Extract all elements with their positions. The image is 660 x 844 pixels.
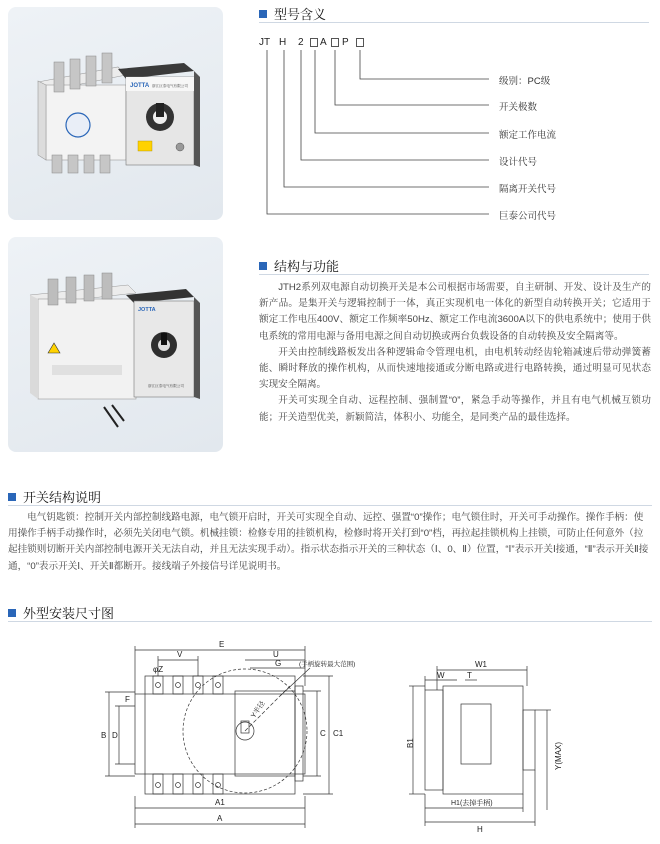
code-box-current <box>310 38 318 47</box>
side-view-drawing <box>405 650 580 840</box>
code-box-level <box>356 38 364 47</box>
dim-c: C <box>320 729 326 738</box>
section-bullet <box>259 262 267 270</box>
dim-g: G <box>275 659 282 668</box>
section-title-dimensions <box>8 603 114 622</box>
legend-design: 设计代号 <box>499 157 538 168</box>
section-title-switch <box>8 487 101 506</box>
dim-v: V <box>177 650 183 659</box>
photo2-brand: JOTTA <box>138 307 156 313</box>
section-title-model-text: 型号含义 <box>274 7 327 22</box>
section-divider <box>8 621 652 622</box>
dim-c1: C1 <box>333 729 344 738</box>
legend-poles: 开关极数 <box>499 102 538 113</box>
section-bullet <box>8 609 16 617</box>
section-divider <box>259 22 649 23</box>
dim-t: T <box>467 671 472 680</box>
product-photo-2 <box>8 237 223 452</box>
dim-b1: B1 <box>406 738 415 748</box>
section-bullet <box>259 10 267 18</box>
product-image-1 <box>8 7 223 220</box>
structure-paragraph-1: JTH2系列双电源自动切换开关是本公司根据市场需要，自主研制、开发、设计及生产的新产品。是集开关与逻辑控制于一体，真正实现机电一体化的新型自动转换开关；它适用于额定工作电压400V、额定工作频率50Hz、额定工作电流3600A以下的供电系统中；使用于供电系统的常用电源与备用电源之间自动切换或两台负载设备的自动转换及安全隔离等。 <box>259 282 651 342</box>
handle-range-note: (手柄旋转最大范围) <box>299 661 356 668</box>
dim-a1: A1 <box>215 798 225 807</box>
dim-w: W <box>437 671 445 680</box>
product-photo-1 <box>8 7 223 220</box>
section-title-dimensions-text: 外型安装尺寸图 <box>23 606 115 621</box>
code-box-poles <box>331 38 339 47</box>
dim-ymax: Y(MAX) <box>554 742 563 770</box>
dim-e: E <box>219 640 225 649</box>
model-code-leader-lines <box>259 48 489 220</box>
dim-z: φZ <box>153 665 164 674</box>
dim-a: A <box>217 814 223 823</box>
dim-u: U <box>273 650 279 659</box>
structure-paragraph-3: 开关可实现全自动、远程控制、强制置“0”，紧急手动等操作，并且有电气机械互锁功能；开关造型优美，新颖简洁，体积小、功能全，是同类产品的最佳选择。 <box>259 395 651 423</box>
legend-current: 额定工作电流 <box>499 130 557 141</box>
code-part-2: 2 <box>298 37 304 48</box>
structure-description <box>259 280 651 426</box>
photo1-company: 浙江巨泰电气有限公司 <box>152 84 188 88</box>
dim-y-radius: Y半径 <box>250 700 267 720</box>
switch-description <box>8 510 652 575</box>
section-divider <box>8 505 652 506</box>
code-part-jt: JT <box>259 37 271 48</box>
front-view-drawing <box>95 636 385 844</box>
section-divider <box>259 274 649 275</box>
code-part-p: P <box>342 37 349 48</box>
switch-paragraph: 电气钥匙锁：控制开关内部控制线路电源，电气锁开启时，开关可实现全自动、远控、强置“0”操作；电气锁住时，开关可手动操作。操作手柄：使用操作手柄手动操作时，必须先关闭电气锁。机械挂锁：检修专用的挂锁机构，检修时将开关打到“0”档，再拉起挂锁机构上挂锁，可防止任何意外（拉起挂锁则切断开关内部控制电源开关无法自动，并且无法实现手动）。指示状态指示开关的三种状态（Ⅰ、0、Ⅱ）位置，“Ⅰ”表示开关Ⅰ接通，“Ⅱ”表示开关Ⅱ接通，“0”表示开关Ⅰ、开关Ⅱ都断开。接线端子外接信号详见说明书。 <box>8 512 649 572</box>
dim-h1: H1(去掉手柄) <box>451 800 493 807</box>
section-title-structure-text: 结构与功能 <box>274 259 340 274</box>
photo1-brand: JOTTA <box>130 83 150 89</box>
dim-d: D <box>112 731 118 740</box>
legend-level: 级别：PC级 <box>499 76 551 87</box>
legend-isolator: 隔离开关代号 <box>499 184 557 195</box>
section-title-structure <box>259 256 339 275</box>
section-title-model <box>259 4 326 23</box>
photo2-company: 浙江巨泰电气有限公司 <box>148 384 184 388</box>
legend-company: 巨泰公司代号 <box>499 211 557 222</box>
dim-f: F <box>125 695 130 704</box>
dim-h: H <box>477 825 483 834</box>
dim-b: B <box>101 731 107 740</box>
code-part-h: H <box>279 37 287 48</box>
code-part-a: A <box>320 37 327 48</box>
section-bullet <box>8 493 16 501</box>
product-image-2 <box>8 237 223 452</box>
section-title-switch-text: 开关结构说明 <box>23 490 102 505</box>
dim-w1: W1 <box>475 660 487 669</box>
structure-paragraph-2: 开关由控制线路板发出各种逻辑命令管理电机，由电机转动经齿轮箱减速后带动弹簧蓄能、瞬时释放的操作机构，从而快速地接通或分断电路或进行电路转换，通过明显可见状态实现安全隔离。 <box>259 346 651 391</box>
